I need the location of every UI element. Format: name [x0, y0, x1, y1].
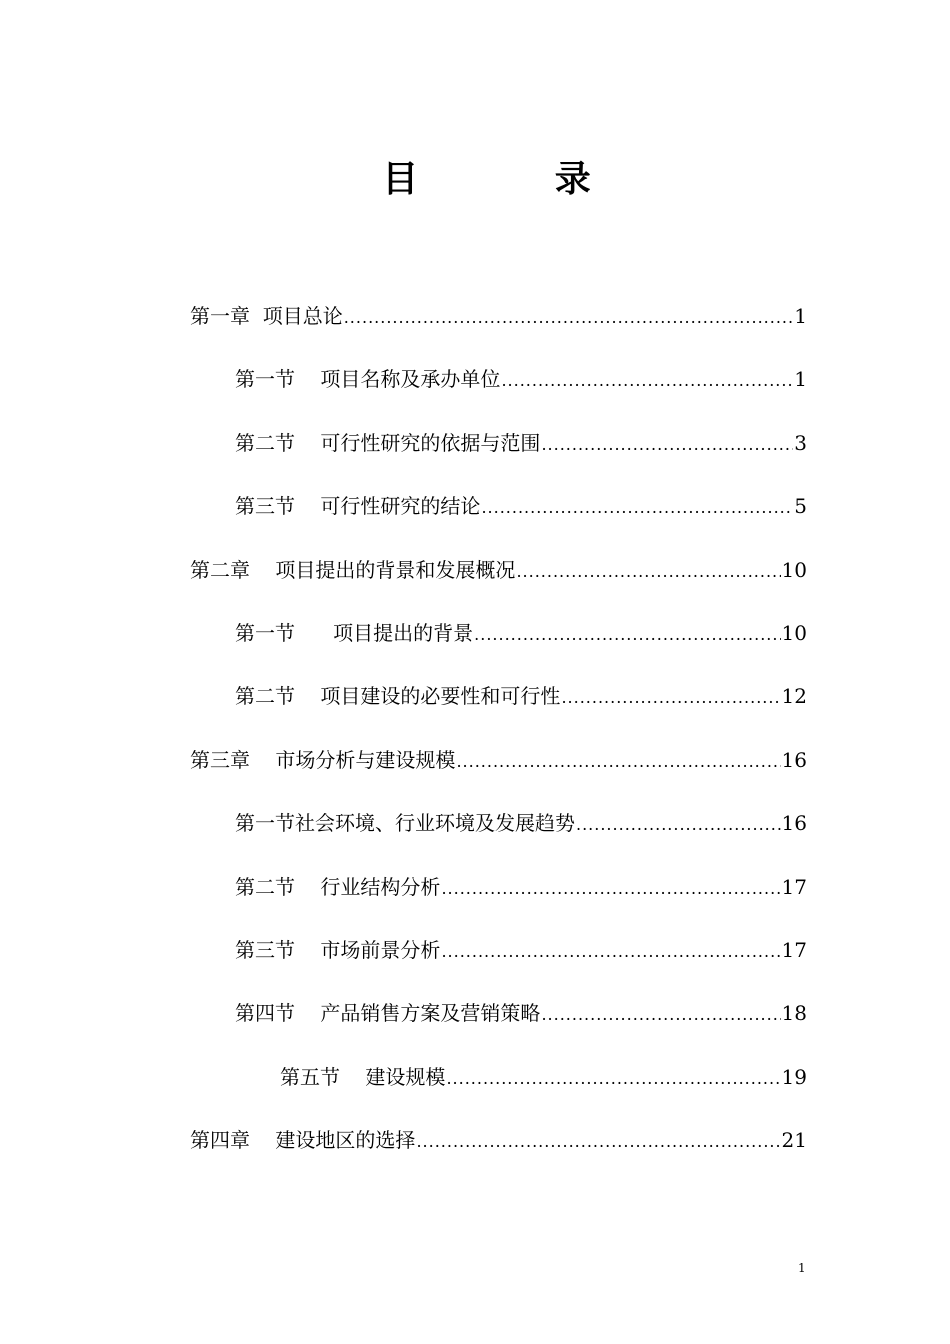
toc-entry-page: 10 [781, 558, 807, 582]
toc-entry[interactable] [190, 302, 807, 332]
toc-entry-label: 第二节 项目建设的必要性和可行性 [235, 684, 561, 708]
toc-entry-page: 5 [794, 494, 807, 518]
toc-title: 目 录 [382, 159, 653, 200]
dot-leader [481, 492, 793, 522]
dot-leader [441, 873, 780, 903]
toc-entry[interactable] [235, 999, 807, 1029]
toc-entry-page: 18 [781, 1001, 807, 1025]
toc-entry-page: 16 [781, 811, 807, 835]
dot-leader [456, 746, 780, 776]
dot-leader [446, 1063, 780, 1093]
toc-entry-label: 第二章 项目提出的背景和发展概况 [190, 558, 516, 582]
toc-entry-page: 17 [781, 938, 807, 962]
toc-entry[interactable] [235, 809, 807, 839]
toc-entry-page: 10 [781, 621, 807, 645]
toc-entry-label: 第一节 项目名称及承办单位 [235, 367, 501, 391]
dot-leader [501, 365, 793, 395]
dot-leader [561, 682, 780, 712]
toc-entry-label: 第二节 可行性研究的依据与范围 [235, 431, 541, 455]
toc-entry-page: 3 [794, 431, 807, 455]
toc-entry[interactable] [235, 429, 807, 459]
toc-entry[interactable] [235, 682, 807, 712]
toc-entry[interactable] [235, 619, 807, 649]
dot-leader [541, 429, 793, 459]
toc-entry-label: 第四节 产品销售方案及营销策略 [235, 1001, 541, 1025]
dot-leader [416, 1126, 780, 1156]
toc-entry[interactable] [235, 365, 807, 395]
toc-entry-label: 第五节 建设规模 [280, 1065, 446, 1089]
toc-entry[interactable] [280, 1063, 807, 1093]
dot-leader [441, 936, 780, 966]
toc-entry-label: 第二节 行业结构分析 [235, 875, 441, 899]
page-number: 1 [798, 1261, 806, 1275]
toc-entry-label: 第一节 项目提出的背景 [235, 621, 474, 645]
toc-entry[interactable] [235, 936, 807, 966]
toc-entry-label: 第四章 建设地区的选择 [190, 1128, 416, 1152]
dot-leader [541, 999, 780, 1029]
toc-entry-page: 12 [781, 684, 807, 708]
dot-leader [344, 302, 794, 332]
toc-entry-page: 17 [781, 875, 807, 899]
toc-entry-label: 第三章 市场分析与建设规模 [190, 748, 456, 772]
toc-entry[interactable] [190, 1126, 807, 1156]
toc-entry-page: 16 [781, 748, 807, 772]
toc-entry[interactable] [235, 492, 807, 522]
toc-entry-page: 1 [794, 367, 807, 391]
toc-entry-page: 1 [794, 304, 807, 328]
dot-leader [576, 809, 781, 839]
toc-entry[interactable] [235, 873, 807, 903]
toc-entry-label: 第三节 市场前景分析 [235, 938, 441, 962]
toc-entry-label: 第三节 可行性研究的结论 [235, 494, 481, 518]
toc-entry-label: 第一节社会环境、行业环境及发展趋势 [235, 811, 575, 835]
toc-entry-page: 19 [781, 1065, 807, 1089]
dot-leader [516, 556, 780, 586]
toc-entry[interactable] [190, 746, 807, 776]
toc-entry-label: 第一章 项目总论 [190, 304, 343, 328]
toc-entry-page: 21 [781, 1128, 807, 1152]
toc-entry[interactable] [190, 556, 807, 586]
dot-leader [474, 619, 780, 649]
